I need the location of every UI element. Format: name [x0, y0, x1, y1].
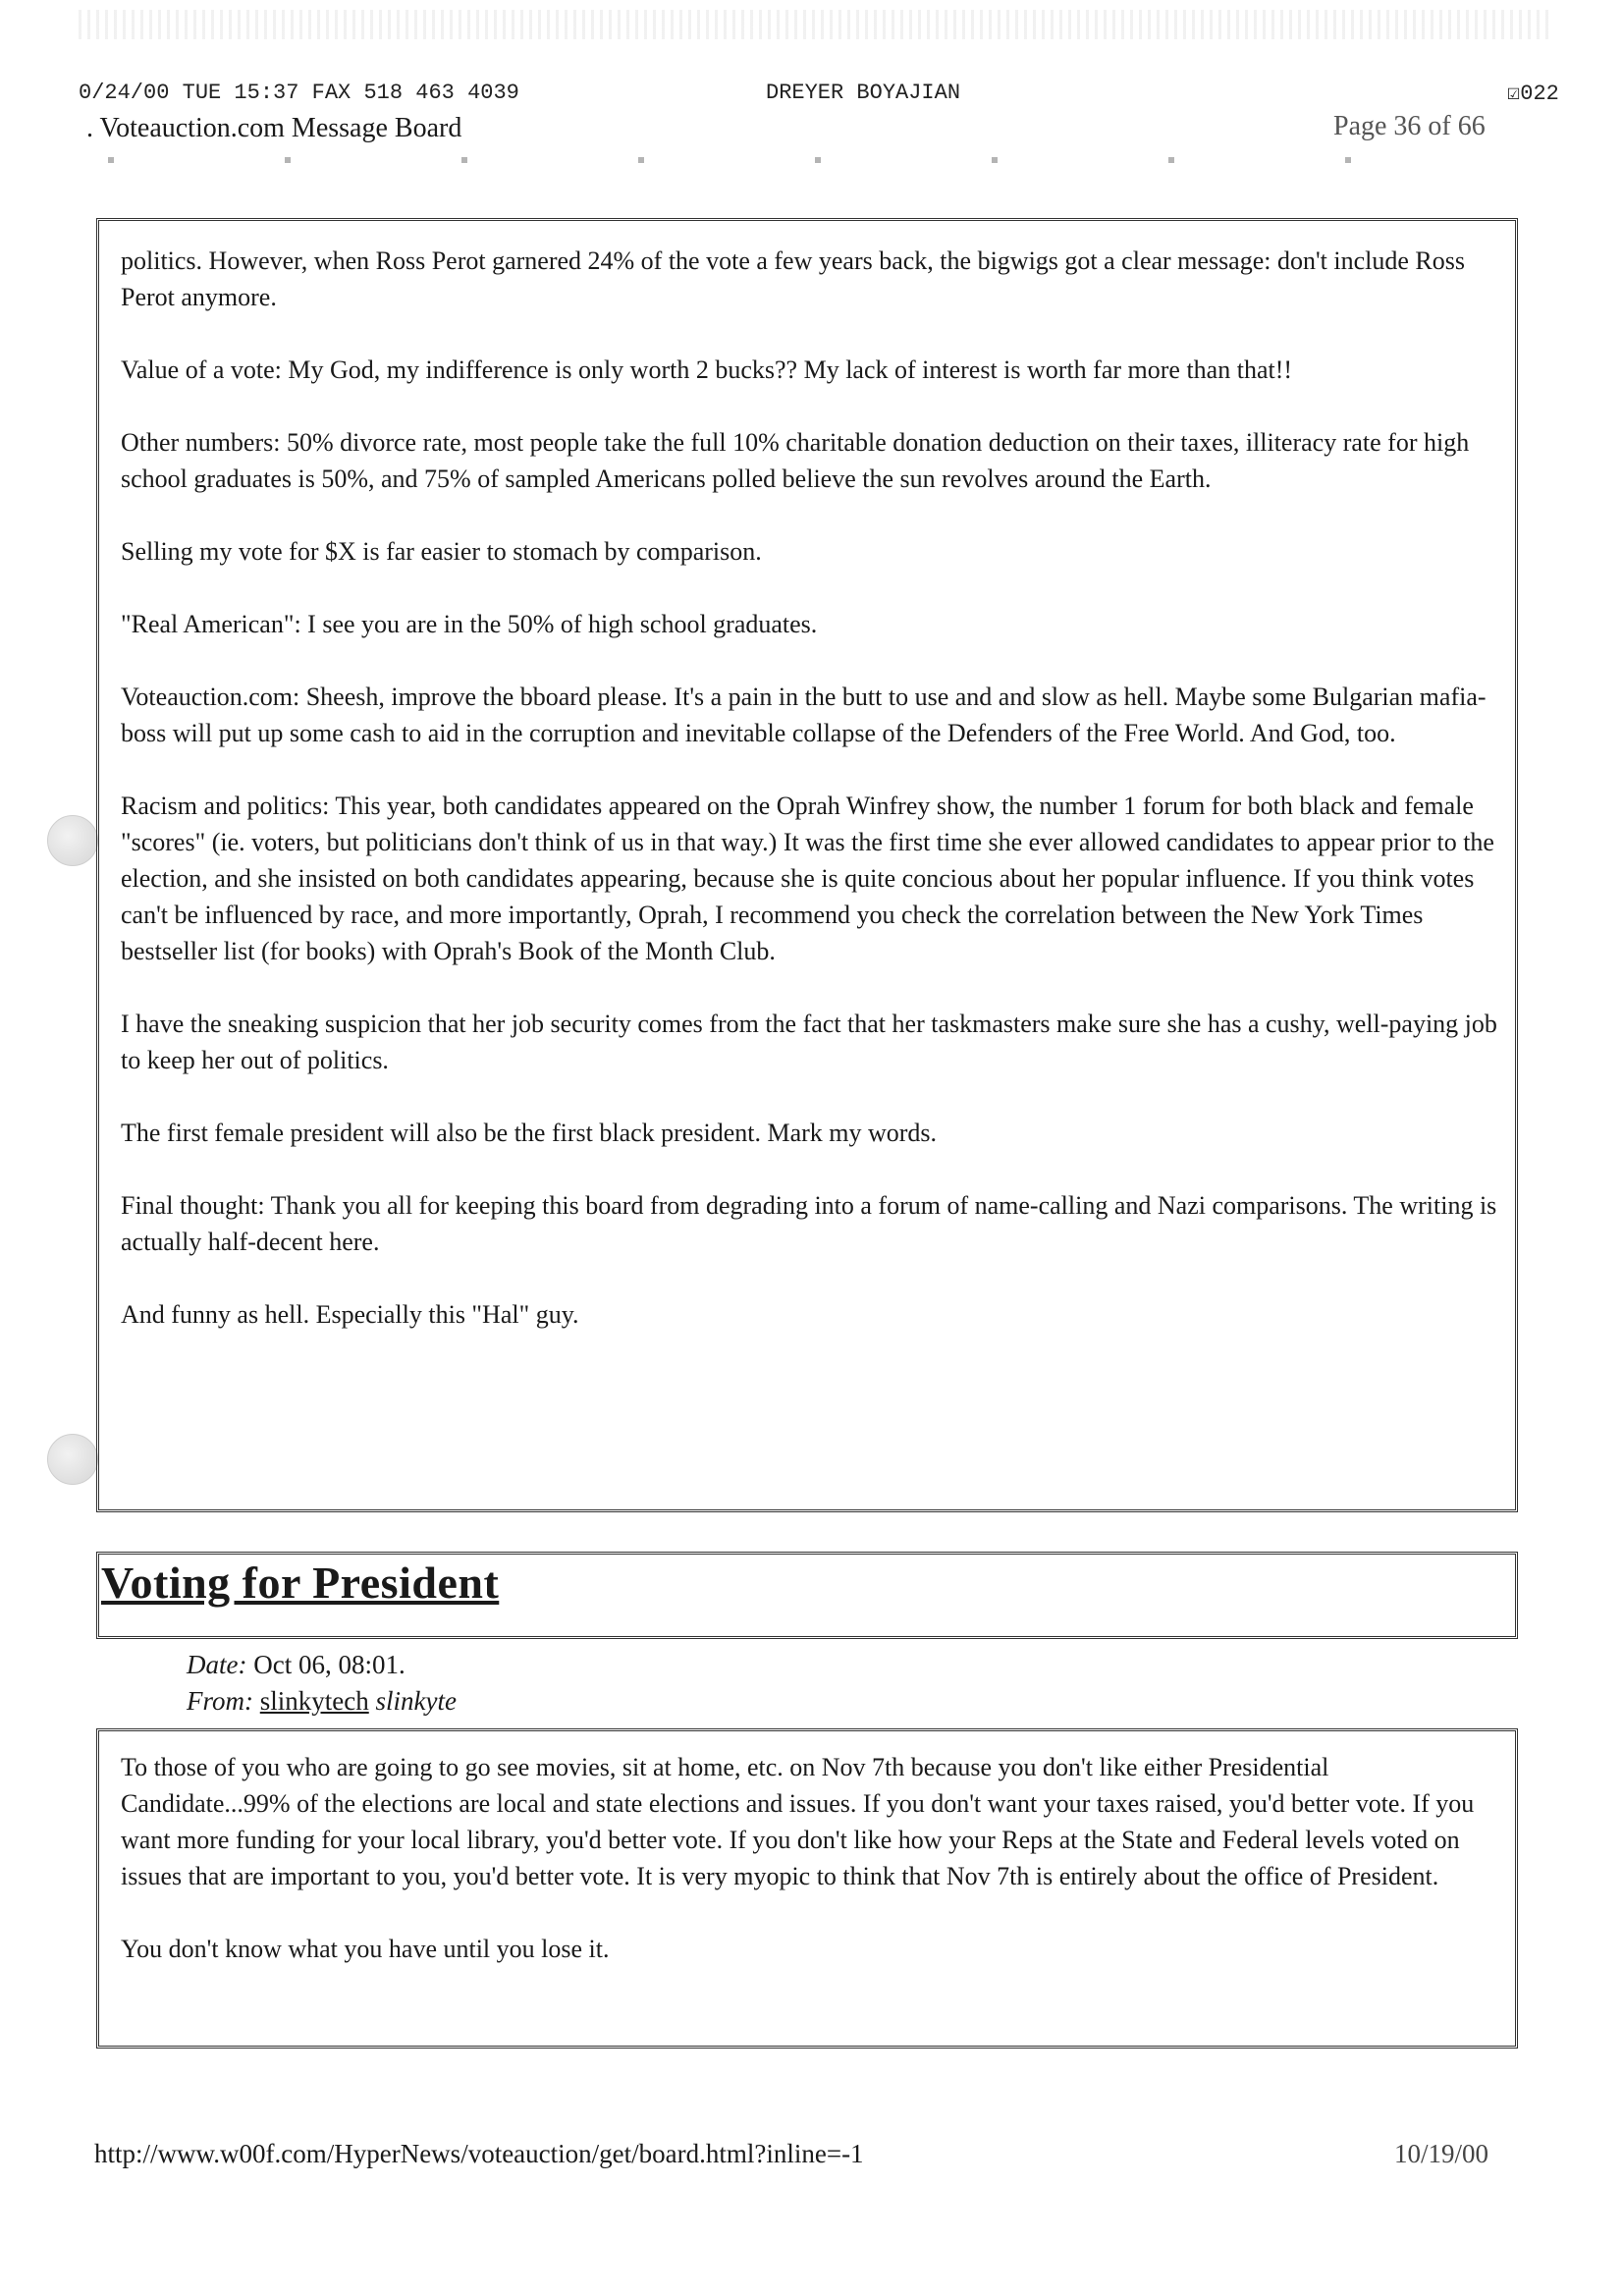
punch-hole-mark	[47, 1434, 98, 1485]
footer-print-date: 10/19/00	[1394, 2139, 1489, 2168]
fax-timestamp-line: 0/24/00 TUE 15:37 FAX 518 463 4039	[79, 81, 519, 105]
post-paragraph: Racism and politics: This year, both candidates appeared on the Oprah Winfrey show, the number 1 forum for both black and female "scores" (ie. voters, but politicians don't think of us in that way.) It was the first time she ever allowed candidates to appear prior to the election, and she insisted on both candidates appearing, because she is quite concious about her popular influence. If you think votes can't be influenced by race, and more importantly, Oprah, I recommend you check the correlation between the New York Times bestseller list (for books) with Oprah's Book of the Month Club.	[121, 792, 1494, 965]
post-paragraph: You don't know what you have until you lose it.	[121, 1935, 610, 1963]
post-text	[121, 243, 1500, 1333]
post-paragraph: And funny as hell. Especially this "Hal" guy.	[121, 1300, 579, 1329]
message-post-body	[96, 1728, 1518, 2049]
post-paragraph: Final thought: Thank you all for keeping this board from degrading into a forum of name-calling and Nazi comparisons. The writing is actually half-decent here.	[121, 1191, 1497, 1256]
date-label: Date:	[187, 1650, 247, 1679]
punch-hole-mark	[47, 815, 98, 866]
message-post-body	[96, 218, 1518, 1512]
post-paragraph: I have the sneaking suspicion that her job security comes from the fact that her taskmasters make sure she has a cushy, well-paying job to keep her out of politics.	[121, 1010, 1497, 1074]
date-value: Oct 06, 08:01.	[253, 1650, 406, 1679]
post-paragraph: The first female president will also be the first black president. Mark my words.	[121, 1119, 938, 1147]
author-link[interactable]: slinkytech	[259, 1686, 369, 1716]
post-paragraph: "Real American": I see you are in the 50% of high school graduates.	[121, 610, 818, 638]
page-title: . Voteauction.com Message Board	[86, 113, 462, 143]
from-label: From:	[187, 1686, 253, 1716]
header-dash-marks	[108, 157, 1483, 163]
fax-scan-noise	[79, 10, 1551, 39]
post-text	[121, 1749, 1500, 1967]
post-paragraph: politics. However, when Ross Perot garnered 24% of the vote a few years back, the bigwigs got a clear message: don't include Ross Perot anymore.	[121, 246, 1465, 311]
page-number: Page 36 of 66	[1333, 111, 1486, 141]
post-date	[187, 1650, 406, 1680]
post-paragraph: Voteauction.com: Sheesh, improve the bboard please. It's a pain in the butt to use and and slow as hell. Maybe some Bulgarian mafia-boss will put up some cash to aid in the corruption and inevitable collapse of the Defenders of the Free World. And God, too.	[121, 683, 1487, 747]
post-paragraph: To those of you who are going to go see movies, sit at home, etc. on Nov 7th because you don't like either Presidential Candidate...99% of the elections are local and state elections and issues. If you don't want your taxes raised, you'd better vote. If you want more funding for your local library, you'd better vote. If you don't like how your Reps at the State and Federal levels voted on issues that are important to you, you'd better vote. It is very myopic to think that Nov 7th is entirely about the office of President.	[121, 1753, 1475, 1890]
post-paragraph: Value of a vote: My God, my indifference is only worth 2 bucks?? My lack of interest is worth far more than that!!	[121, 355, 1293, 384]
fax-page-counter: ☑022	[1507, 82, 1559, 106]
fax-sender-name: DREYER BOYAJIAN	[766, 81, 961, 105]
post-paragraph: Other numbers: 50% divorce rate, most people take the full 10% charitable donation deduction on their taxes, illiteracy rate for high school graduates is 50%, and 75% of sampled Americans polled believe the sun revolves around the Earth.	[121, 428, 1470, 493]
footer-url: http://www.w00f.com/HyperNews/voteauction/get/board.html?inline=-1	[94, 2139, 864, 2168]
post-paragraph: Selling my vote for $X is far easier to stomach by comparison.	[121, 537, 762, 566]
post-title-link[interactable]: Voting for President	[101, 1558, 500, 1608]
post-author	[187, 1686, 457, 1717]
fax-transmission-header	[79, 81, 1571, 110]
author-nickname: slinkyte	[375, 1686, 457, 1716]
post-title-box	[96, 1552, 1518, 1639]
